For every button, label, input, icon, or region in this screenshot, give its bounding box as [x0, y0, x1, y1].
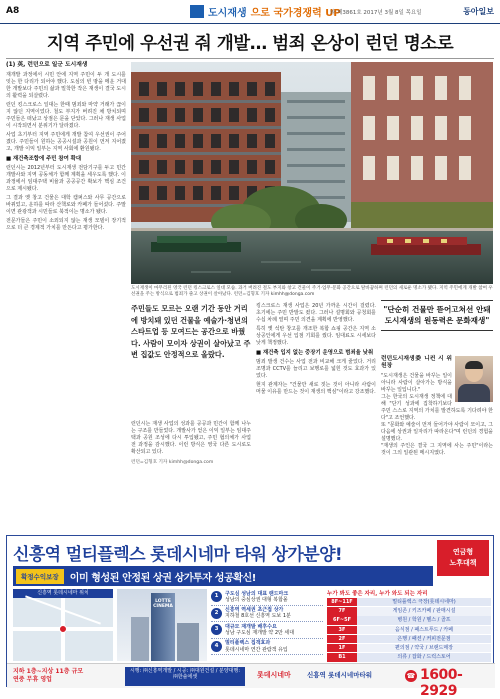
article-paragraph: 특히 옛 석탄 창고를 개조한 복합 쇼핑 공간은 지역 소상공인에게 우선 입점 기회를 줬다. 임대료도 시세보다 낮게 책정했다. [256, 326, 376, 346]
ad-badge-line2: 노후대책 [449, 559, 477, 567]
feature-title: 신흥역 역세권 초근접 상가 [225, 607, 284, 614]
list-item [211, 606, 323, 623]
floor-row [327, 644, 491, 652]
article-paragraph: 런던시는 재생 사업의 성과를 공공과 민간이 함께 나누는 구조를 만들었다. 개발사가 얻은 이익 일부는 임대주택과 공원 조성에 다시 투입됐고, 주민 협의체가 사업 전 과정을 감시했다. 이런 방식은 영국 다른 도시로도 확산되고 있다. [131, 421, 251, 455]
interviewee-portrait [455, 356, 493, 402]
feature-title: 대규모 재개발 배후수요 [225, 623, 277, 630]
floor-row [327, 626, 491, 634]
article-paragraph: 재개발 과정에서 시민 안에 지역 주민이 두 개 도시를 잇는 한 다리가 되어야 했다. 도심의 빈 땅을 메운 거대한 개발보다 주민의 삶과 밀착한 작은 재생이 결국 도시의 활력을 되살렸다. [6, 72, 126, 99]
article-paragraph: "도시재생은 건물을 바꾸는 일이 아니라 사람이 살아가는 방식을 바꾸는 일입니다." [381, 373, 452, 393]
feature-desc: 성남의 중심상권 대형 복합몰 [225, 596, 288, 603]
floor-label: 1F [327, 644, 357, 652]
phone-number[interactable]: 1600-2929 [420, 667, 463, 699]
list-item [211, 639, 323, 656]
article-paragraph: 범죄 발생 건수는 사업 전과 비교해 크게 줄었다. 거리 조명과 CCTV를 늘리고 보행로를 넓힌 것도 효과가 있었다. [256, 359, 376, 379]
floor-label: 2F [327, 635, 357, 643]
floor-label: B1 [327, 653, 357, 661]
interview-title: 런던도시재생委 니컨 시 위원장 [381, 356, 452, 369]
ad-badge-line1: 연금형 [452, 548, 474, 556]
ad-bar-label: 확정수익보장 [16, 569, 64, 584]
third-article-column [256, 303, 376, 531]
ad-footer-note [13, 668, 83, 684]
floor-row [327, 616, 491, 624]
article-paragraph: 그는 한국의 도시재생 정책에 대해 "단기 성과에 집착하기보다 주민 스스로 지역의 가치를 발견하도록 기다려야 한다"고 조언했다. [381, 394, 493, 421]
floor-use: 병원 / 학원 / 헬스 / 골프 [357, 616, 491, 624]
map-title: 신흥역 롯데시네마 위치 [13, 589, 113, 598]
ad-brand-name: 신흥역 롯데시네마타워 [307, 671, 373, 679]
article-subhead-2: ■ 재건축조합에 주민 참여 확대 [6, 156, 82, 162]
floor-use: 멀티플렉스 극장(롯데시네마) [357, 598, 491, 606]
feature-number: 4 [211, 641, 222, 652]
feature-desc: 성남 구도심 재개발 약 2만 세대 [225, 629, 295, 636]
ad-footer [7, 663, 495, 699]
ad-note-line2: 연중 무휴 영업 [13, 676, 52, 683]
floor-use: 편의점 / 약국 / 브랜드매장 [357, 644, 491, 652]
floor-use: 의류 / 잡화 / 드럭스토어 [357, 653, 491, 661]
page-header [0, 0, 500, 24]
section-primary: 도시재생 [208, 8, 247, 19]
article-paragraph: 런던시는 2012년부터 도시재생 전담기구를 두고 민간 개발사와 지역 공동체가 함께 계획을 세우도록 했다. 이 과정에서 임대주택 비율과 공공공간 확보가 핵심 조건으로 제시됐다. [6, 165, 126, 192]
feature-title: 구도심 성남의 대표 랜드마크 [225, 590, 289, 597]
article-paragraph: 킹스크로스 재생 사업은 20년 가까운 시간이 걸렸다. 초기에는 주민 반발도 컸다. 그러나 설명회와 공청회를 수십 차례 열며 주민 의견을 계획에 반영했다. [256, 303, 376, 323]
article-paragraph: 그 결과 옛 창고 건물은 대학 캠퍼스와 사무 공간으로 바뀌었고, 운하를 따라 산책로와 카페가 들어섰다. 주말이면 관광객과 시민들로 북적이는 명소가 됐다. [6, 195, 126, 215]
article-paragraph: 현지 관계자는 "건물만 새로 짓는 것이 아니라 사람이 머물 이유를 만드는 것이 재생의 핵심"이라고 강조했다. [256, 382, 376, 395]
list-item [211, 589, 323, 606]
floor-use: 게임존 / 키즈카페 / 판매시설 [357, 607, 491, 615]
section-secondary: 으로 국가경쟁력 UP [250, 8, 341, 19]
real-estate-advertisement[interactable] [6, 535, 494, 699]
floor-label: 7F [327, 607, 357, 615]
middle-article-body [131, 421, 251, 531]
article-paragraph: 또 "문화와 예술이 먼저 들어가야 사람이 모이고, 그다음에 상권과 일자리가 따라온다"며 런던의 경험을 설명했다. [381, 422, 493, 442]
photo-caption: 도시재생이 마무리된 영국 런던 킹스크로스 일대 모습. 과거 버려진 철도 부지와 창고 건물이 주거·업무·문화 공간으로 탈바꿈하며 런던의 새로운 명소가 됐다. 지역 주민에게 개발 참여 우선권을 주는 방식으로 범죄가 줄고 상권이 살아났다. 런던=김형호 기자 kimhh@donga.com [131, 286, 493, 297]
building-shape [177, 623, 199, 661]
portrait-body [458, 384, 490, 402]
interview-column [381, 356, 493, 531]
floor-row [327, 607, 491, 615]
article-subhead-3: ■ 재건축 입지 없는 중장기 운영으로 범죄율 낮춰 [256, 350, 374, 356]
feature-desc: 지하철 8호선 신흥역 도보 1분 [225, 613, 291, 620]
article-subhead: (1) 英, 런던으로 일군 도시재생 [6, 62, 88, 68]
feature-number: 2 [211, 608, 222, 619]
cinema-logo: 롯데시네마 [257, 671, 291, 679]
ad-note-line1: 지하 1층~지상 11층 규모 [13, 668, 84, 675]
floor-directory-header: 누가 봐도 좋은 자리, 누가 와도 되는 자리 [327, 591, 428, 597]
floor-label: 8F~11F [327, 598, 357, 606]
floor-row [327, 653, 491, 661]
article-paragraph: "재생의 주인은 결국 그 지역에 사는 주민"이라는 것이 그의 일관된 메시지였다. [381, 443, 493, 456]
ad-feature-list [211, 589, 323, 661]
ad-badge [437, 540, 489, 576]
interview-quote-box: "단순히 건물만 뜯어고쳐선 안돼 도시재생의 원동력은 문화재생" [381, 300, 493, 331]
floor-label: 6F~5F [327, 616, 357, 624]
reporter-byline: 런던=김형호 기자 kimhh@donga.com [131, 460, 214, 465]
building-rendering [117, 589, 207, 661]
floor-use: 은행 / 패션 / 커피전문점 [357, 635, 491, 643]
left-article-column [6, 62, 126, 530]
location-map [13, 589, 113, 661]
feature-number: 1 [211, 591, 222, 602]
floor-use: 음식점 / 패스트푸드 / 카페 [357, 626, 491, 634]
feature-title: 멀티플렉스 집객효과 [225, 640, 271, 647]
ad-bar-text: 이미 형성된 안정된 상권 상가투자 성공확신! [69, 572, 256, 584]
section-label [190, 4, 341, 19]
kings-cross-photo [131, 62, 493, 284]
list-item [211, 622, 323, 639]
pull-quote: 주민들도 모르는 오랜 기간 동안 거리에 방치돼 있던 건물을 예술가·청년의 스타트업 등 모여드는 공간으로 바꿨다. 사람이 모이자 상권이 살아났고 주변 집값도 안정적으로 올랐다. [131, 304, 251, 359]
article-paragraph: 런던 킹스크로스 일대는 한때 범죄와 마약 거래가 끊이지 않던 지역이었다. 철도 부지가 버려진 채 방치되며 주민들은 떠났고 상점은 문을 닫았다. 그러나 재생 사업이 시작되면서 분위기가 달라졌다. [6, 102, 126, 129]
canal-scene-illustration [131, 62, 493, 284]
floor-directory [327, 589, 491, 661]
location-pin-icon [59, 625, 67, 633]
headline-divider [6, 58, 494, 59]
floor-row [327, 635, 491, 643]
article-paragraph: 전문가들은 주민이 소외되지 않는 재생 모델이 장기적으로 더 큰 경제적 가치를 만든다고 평가한다. [6, 218, 126, 231]
feature-number: 3 [211, 624, 222, 635]
building-sign: LOTTE CINEMA [153, 599, 173, 609]
building-shape [131, 617, 149, 661]
floor-label: 3F [327, 626, 357, 634]
article-paragraph: 사업 초기부터 지역 주민에게 개발 참여 우선권이 주어졌다. 주민들이 원하는 공공시설과 공원이 먼저 지어졌고, 개발 이익 일부는 지역 사회에 환원됐다. [6, 132, 126, 152]
feature-desc: 롯데시네마 연간 관람객 유입 [225, 646, 288, 653]
main-headline: 지역 주민에 우선권 줘 개발… 범죄 온상이 런던 명소로 [46, 34, 454, 54]
section-block-icon [190, 5, 204, 18]
page-number: A8 [6, 6, 20, 16]
newspaper-brand: 동아일보 [463, 6, 494, 16]
issue-date: 와 제3861호 2017년 3월 8일 목요일 [330, 10, 422, 16]
phone-icon: ☎ [406, 672, 416, 680]
portrait-hair [465, 361, 483, 369]
ad-developer-info: 시행: ㈜신흥역개발 / 시공: ㈜대원건설 / 분양대행: ㈜한솔에셋 [125, 667, 245, 686]
floor-row [327, 598, 491, 606]
ad-banner-bar [13, 566, 433, 586]
ad-headline: 신흥역 멀티플렉스 롯데시네마 타워 상가분양! [13, 545, 343, 565]
